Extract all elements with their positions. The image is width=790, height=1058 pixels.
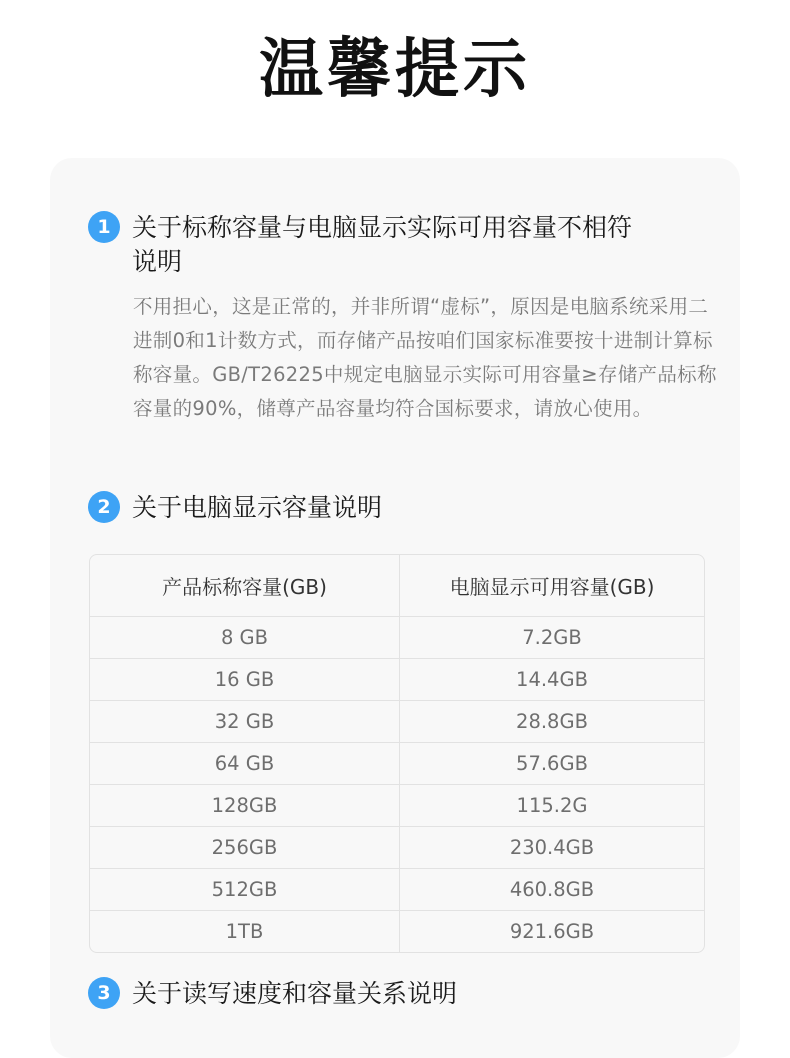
displayed-capacity-cell: 921.6GB — [509, 920, 595, 943]
section-1-body: 不用担心，这是正常的，并非所谓“虚标”，原因是电脑系统采用二进制0和1计数方式，而存储产品按咱们国家标准要按十进制计算标称容量。GB/T26225中规定电脑显示实际可用容量≥存储产品标称容量的90%，储尊产品容量均符合国标要求，请放心使用。 — [133, 295, 717, 420]
section-3-number-badge: 3 — [88, 977, 120, 1009]
nominal-capacity-cell: 512GB — [90, 869, 400, 911]
header-displayed-capacity: 电脑显示可用容量(GB) — [400, 555, 704, 617]
displayed-capacity-cell: 230.4GB — [400, 827, 704, 869]
table-row — [90, 617, 704, 659]
displayed-capacity-cell: 460.8GB — [400, 869, 704, 911]
section-3-header — [88, 977, 652, 1011]
section-1-header — [88, 211, 652, 279]
section-2-header — [88, 491, 652, 525]
table-row — [90, 869, 704, 911]
displayed-capacity-cell: 28.8GB — [400, 701, 704, 743]
table-row — [90, 911, 704, 952]
table-row — [90, 785, 704, 827]
capacity-table — [89, 554, 705, 953]
nominal-capacity-cell: 32 GB — [90, 701, 400, 743]
table-row — [90, 743, 704, 785]
page-title: 温馨提示 — [259, 33, 531, 107]
nominal-capacity-cell: 16 GB — [90, 659, 400, 701]
table-header-row — [90, 555, 704, 617]
nominal-capacity-cell: 128GB — [90, 785, 400, 827]
nominal-capacity-cell: 8 GB — [90, 617, 400, 659]
section-1-title: 关于标称容量与电脑显示实际可用容量不相符说明 — [132, 213, 633, 276]
nominal-capacity-cell: 256GB — [90, 827, 400, 869]
section-3-title: 关于读写速度和容量关系说明 — [132, 979, 458, 1008]
displayed-capacity-cell: 14.4GB — [400, 659, 704, 701]
table-row — [90, 659, 704, 701]
nominal-capacity-cell: 64 GB — [90, 743, 400, 785]
section-2-number-badge: 2 — [88, 491, 120, 523]
table-row — [90, 827, 704, 869]
displayed-capacity-cell: 57.6GB — [400, 743, 704, 785]
displayed-capacity-cell: 115.2G — [400, 785, 704, 827]
nominal-capacity-cell: 1TB — [90, 911, 400, 952]
section-2-title: 关于电脑显示容量说明 — [132, 493, 383, 522]
section-1-number-badge: 1 — [88, 211, 120, 243]
table-row — [90, 701, 704, 743]
displayed-capacity-cell: 7.2GB — [400, 617, 704, 659]
header-nominal-capacity: 产品标称容量(GB) — [90, 555, 400, 617]
